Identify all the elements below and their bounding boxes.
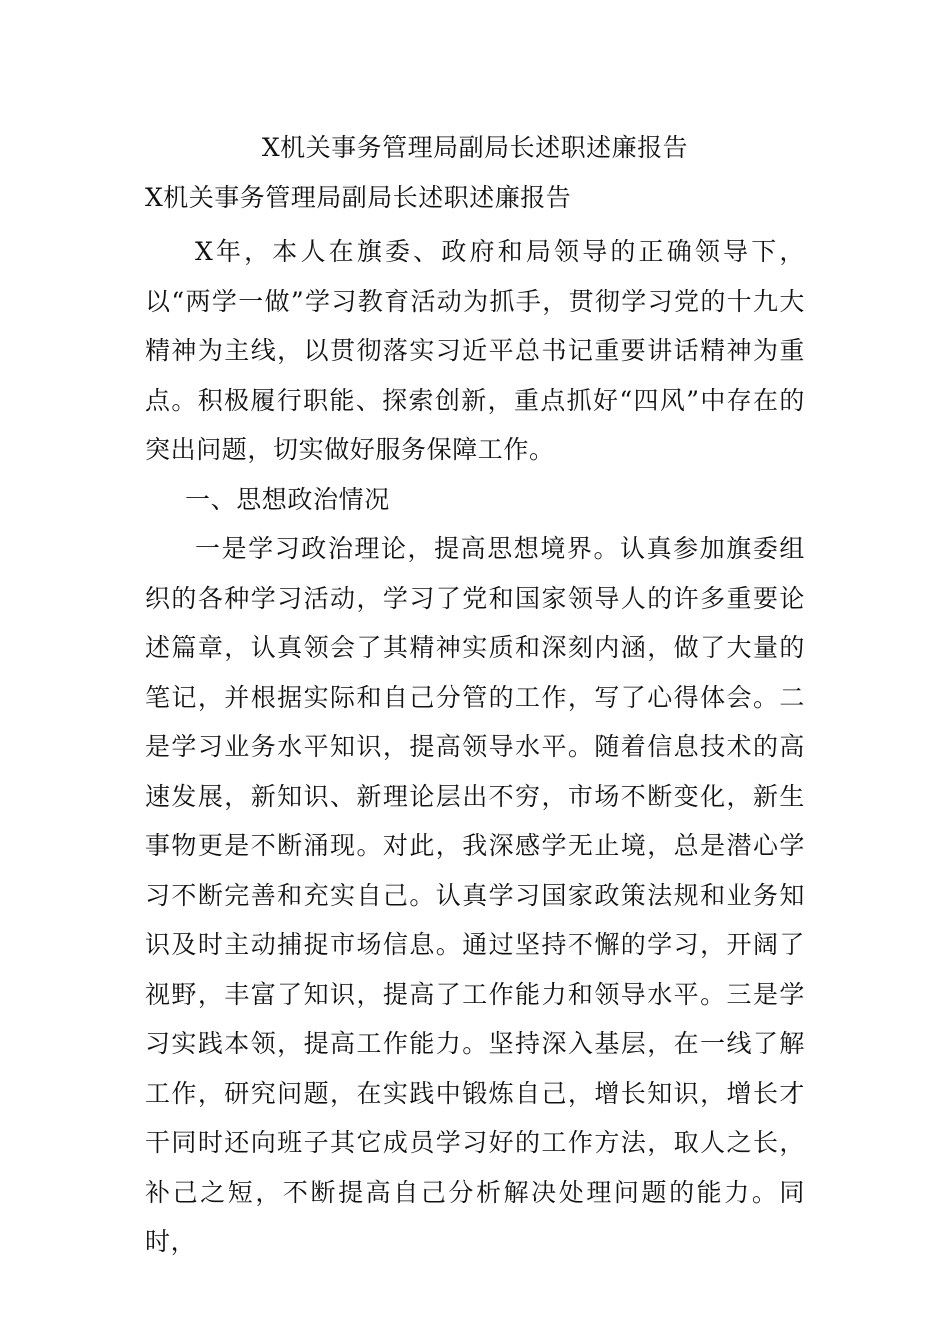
section-heading-ideology: 一、思想政治情况 [185, 485, 390, 514]
intro-paragraph: X年，本人在旗委、政府和局领导的正确领导下，以“两学一做”学习教育活动为抓手，贯彻学习党的十九大精神为主线，以贯彻落实习近平总书记重要讲话精神为重点。积极履行职能、探索创新，重点抓好“四风”中存在的突出问题，切实做好服务保障工作。 [145, 237, 805, 464]
document-title: X机关事务管理局副局长述职述廉报告 [261, 133, 689, 162]
section-body-ideology: 一是学习政治理论，提高思想境界。认真参加旗委组织的各种学习活动，学习了党和国家领导人的许多重要论述篇章，认真领会了其精神实质和深刻内涵，做了大量的笔记，并根据实际和自己分管的工作，写了心得体会。二是学习业务水平知识，提高领导水平。随着信息技术的高速发展，新知识、新理论层出不穷，市场不断变化，新生事物更是不断涌现。对此，我深感学无止境，总是潜心学习不断完善和充实自己。认真学习国家政策法规和业务知识及时主动捕捉市场信息。通过坚持不懈的学习，开阔了视野，丰富了知识，提高了工作能力和领导水平。三是学习实践本领，提高工作能力。坚持深入基层，在一线了解工作，研究问题，在实践中锻炼自己，增长知识，增长才干同时还向班子其它成员学习好的工作方法，取人之长，补己之短，不断提高自己分析解决处理问题的能力。同时， [145, 534, 805, 1256]
document-subtitle: X机关事务管理局副局长述职述廉报告 [145, 183, 572, 212]
